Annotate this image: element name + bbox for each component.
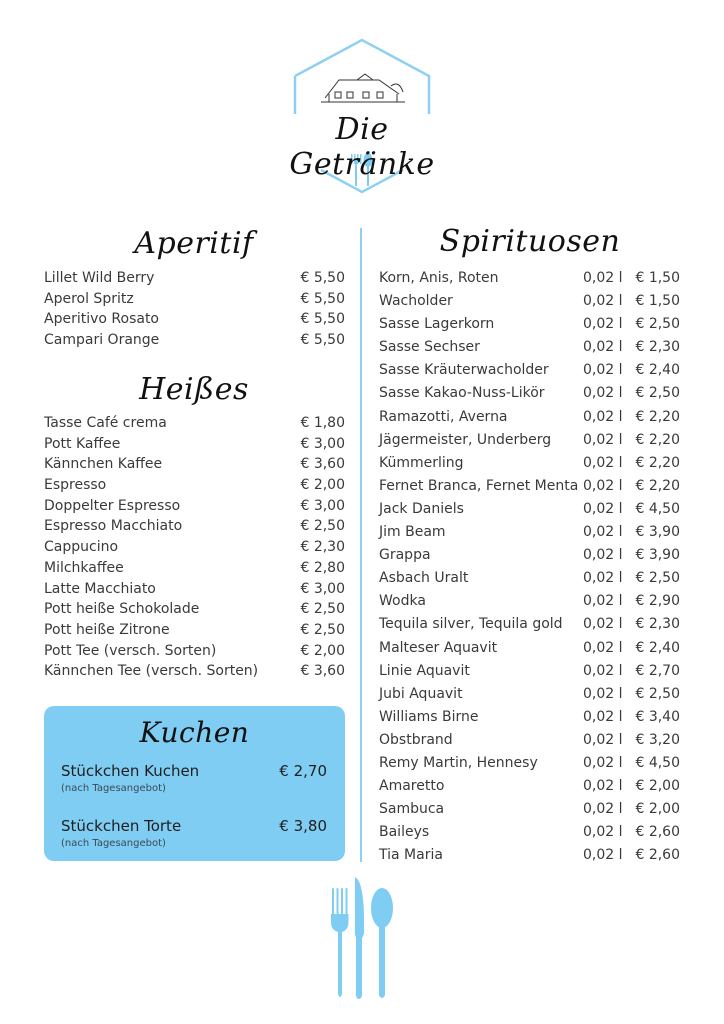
list-item: Baileys 0,02 l € 2,60 [379, 824, 680, 841]
page-title: Die Getränke [289, 112, 435, 182]
spirituosen-list [379, 270, 680, 870]
cake-item-note: (nach Tagesangebot) [61, 783, 166, 794]
list-item: Pott Tee (versch. Sorten) € 2,00 [44, 642, 345, 659]
list-item: Pott Kaffee € 3,00 [44, 435, 345, 452]
list-item: Ramazotti, Averna 0,02 l € 2,20 [379, 408, 680, 425]
list-item: Malteser Aquavit 0,02 l € 2,40 [379, 639, 680, 656]
list-item: Tequila silver, Tequila gold 0,02 l € 2,30 [379, 616, 680, 633]
list-item: Jack Daniels 0,02 l € 4,50 [379, 500, 680, 517]
list-item: Kännchen Tee (versch. Sorten) € 3,60 [44, 663, 345, 680]
list-item: Aperol Spritz € 5,50 [44, 290, 345, 307]
kuchen-box [44, 706, 345, 861]
list-item: Sasse Sechser 0,02 l € 2,30 [379, 339, 680, 356]
list-item: Tia Maria 0,02 l € 2,60 [379, 847, 680, 864]
list-item: Wodka 0,02 l € 2,90 [379, 593, 680, 610]
list-item: Jim Beam 0,02 l € 3,90 [379, 524, 680, 541]
column-divider [360, 228, 362, 862]
list-item: Campari Orange € 5,50 [44, 332, 345, 349]
list-item: Remy Martin, Hennesy 0,02 l € 4,50 [379, 754, 680, 771]
list-item: Doppelter Espresso € 3,00 [44, 497, 345, 514]
section-title-heisses: Heißes [139, 372, 249, 407]
list-item: Korn, Anis, Roten 0,02 l € 1,50 [379, 270, 680, 286]
cake-item-note: (nach Tagesangebot) [61, 838, 166, 849]
list-item: Sasse Lagerkorn 0,02 l € 2,50 [379, 316, 680, 333]
list-item: Latte Macchiato € 3,00 [44, 580, 345, 597]
list-item: Fernet Branca, Fernet Menta 0,02 l € 2,20 [379, 477, 680, 494]
list-item: Obstbrand 0,02 l € 3,20 [379, 731, 680, 748]
list-item: Sasse Kakao-Nuss-Likör 0,02 l € 2,50 [379, 385, 680, 402]
cutlery-icon [328, 874, 398, 1002]
list-item: Asbach Uralt 0,02 l € 2,50 [379, 570, 680, 587]
list-item: Pott heiße Zitrone € 2,50 [44, 621, 345, 638]
list-item: Pott heiße Schokolade € 2,50 [44, 601, 345, 618]
list-item: Espresso Macchiato € 2,50 [44, 518, 345, 535]
cake-item-price: € 2,70 [279, 762, 327, 780]
list-item: Amaretto 0,02 l € 2,00 [379, 778, 680, 795]
section-title-aperitif: Aperitif [134, 226, 254, 261]
list-item: Espresso € 2,00 [44, 477, 345, 494]
list-item: Aperitivo Rosato € 5,50 [44, 311, 345, 328]
heisses-list [44, 415, 345, 684]
list-item: Tasse Café crema € 1,80 [44, 415, 345, 431]
section-title-spirituosen: Spirituosen [439, 224, 621, 259]
list-item: Wacholder 0,02 l € 1,50 [379, 293, 680, 310]
cake-item-price: € 3,80 [279, 817, 327, 835]
list-item: Cappucino € 2,30 [44, 539, 345, 556]
list-item: Linie Aquavit 0,02 l € 2,70 [379, 662, 680, 679]
section-title-kuchen: Kuchen [139, 716, 250, 749]
list-item: Lillet Wild Berry € 5,50 [44, 270, 345, 286]
list-item: Jägermeister, Underberg 0,02 l € 2,20 [379, 431, 680, 448]
list-item: Sasse Kräuterwacholder 0,02 l € 2,40 [379, 362, 680, 379]
list-item: Jubi Aquavit 0,02 l € 2,50 [379, 685, 680, 702]
cake-item-name: Stückchen Kuchen [61, 762, 200, 780]
list-item: Sambuca 0,02 l € 2,00 [379, 801, 680, 818]
list-item: Milchkaffee € 2,80 [44, 559, 345, 576]
list-item: Kümmerling 0,02 l € 2,20 [379, 454, 680, 471]
list-item: Kännchen Kaffee € 3,60 [44, 456, 345, 473]
aperitif-list [44, 270, 345, 353]
list-item: Williams Birne 0,02 l € 3,40 [379, 708, 680, 725]
list-item: Grappa 0,02 l € 3,90 [379, 547, 680, 564]
cake-item-name: Stückchen Torte [61, 817, 182, 835]
